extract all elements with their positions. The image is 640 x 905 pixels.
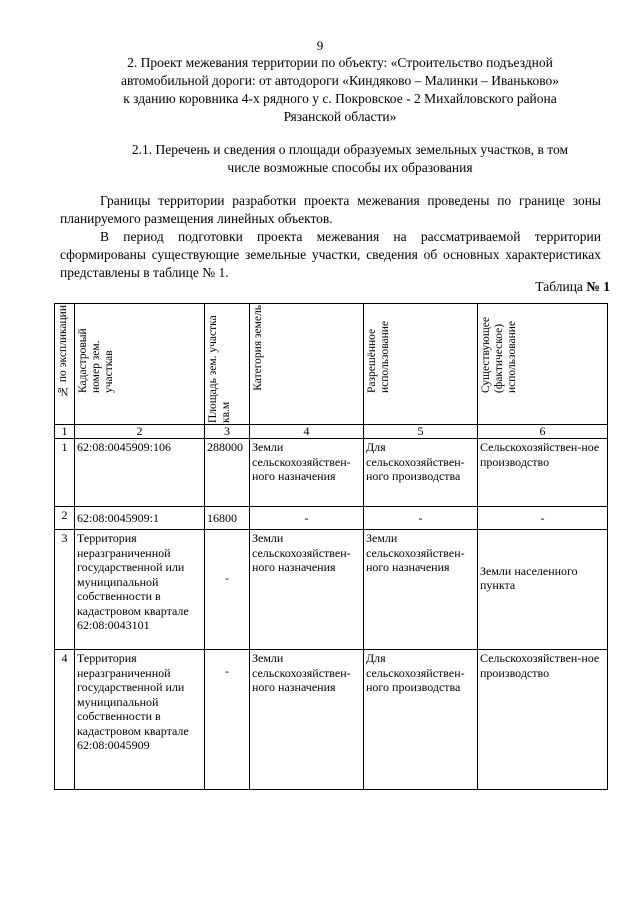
cell-area: - [205, 530, 250, 650]
column-number: 4 [250, 425, 364, 439]
column-number: 6 [478, 425, 608, 439]
column-number: 3 [205, 425, 250, 439]
cell-actual-use: Земли населенного пункта [478, 530, 608, 650]
table-row [55, 439, 608, 507]
subsection-heading-line: 2.1. Перечень и сведения о площади образуемых земельных участков, в том [131, 142, 569, 157]
section-heading [80, 54, 600, 126]
header-cell [250, 304, 364, 425]
cell-permitted-use: - [364, 507, 478, 530]
cell-category: Земли сельскохозяйствен-ного назначения [250, 530, 364, 650]
header-cell [478, 304, 608, 425]
header-cell [205, 304, 250, 425]
cell-number: 4 [55, 650, 75, 790]
cell-area: - [205, 650, 250, 790]
page-number: 9 [316, 38, 324, 53]
header-text: Площадь зем. участка кв.м [207, 315, 232, 423]
cell-permitted-use: Земли сельскохозяйствен-ного назначения [364, 530, 478, 650]
table-row [55, 507, 608, 530]
header-cell [364, 304, 478, 425]
paragraph-land-plots: В период подготовки проекта межевания на рассматриваемой территории сформированы существующие земельные участки, сведения об основных характеристиках представлены в таблице № 1. [60, 229, 601, 280]
cell-cadastral: 62:08:0045909:106 [75, 439, 205, 507]
column-number: 2 [75, 425, 205, 439]
header-text: Разрешённое использование [366, 320, 391, 393]
header-cell [75, 304, 205, 425]
column-number: 1 [55, 425, 75, 439]
table-label-prefix: Таблица [535, 279, 587, 294]
cell-actual-use: Сельскохозяйствен-ное производство [478, 439, 608, 507]
cell-cadastral: 62:08:0045909:1 [75, 507, 205, 530]
cell-permitted-use: Для сельскохозяйствен-ного производства [364, 650, 478, 790]
section-heading-line: Рязанской области» [283, 109, 397, 124]
table-label-number: № 1 [586, 279, 610, 294]
cell-cadastral: Территория неразграниченной государственной или муниципальной собственности в кадастровом квартале 62:08:0045909 [75, 650, 205, 790]
paragraph-boundaries: Границы территории разработки проекта межевания проведены по границе зоны планируемого размещения линейных объектов. [60, 193, 601, 226]
cell-area: 16800 [205, 507, 250, 530]
header-text: № по экспликации [57, 305, 69, 398]
header-text: Кадастровый номер зем. участкав [77, 328, 115, 393]
cell-number: 1 [55, 439, 75, 507]
table-header-row [55, 304, 608, 425]
table-label [535, 279, 610, 295]
cell-number: 2 [55, 507, 75, 530]
cell-category: Земли сельскохозяйствен-ного назначения [250, 650, 364, 790]
cell-area: 288000 [205, 439, 250, 507]
column-number-row [55, 425, 608, 439]
cell-permitted-use: Для сельскохозяйствен-ного производства [364, 439, 478, 507]
header-text: Категория земель [252, 305, 264, 391]
column-number: 5 [364, 425, 478, 439]
cell-category: - [250, 507, 364, 530]
header-cell [55, 304, 75, 425]
subsection-heading [90, 141, 610, 177]
cell-cadastral: Территория неразграниченной государственной или муниципальной собственности в кадастровом квартале 62:08:0043101 [75, 530, 205, 650]
cell-number: 3 [55, 530, 75, 650]
section-heading-line: к зданию коровника 4-х рядного у с. Покровское - 2 Михайловского района [123, 91, 557, 106]
cell-actual-use: Сельскохозяйствен-ное производство [478, 650, 608, 790]
cell-actual-use: - [478, 507, 608, 530]
table-row [55, 650, 608, 790]
section-heading-line: 2. Проект межевания территории по объекту: «Строительство подъездной [127, 55, 553, 70]
subsection-heading-line: числе возможные способы их образования [227, 160, 473, 175]
table-row [55, 530, 608, 650]
cell-category: Земли сельскохозяйствен-ного назначения [250, 439, 364, 507]
header-text: Существующее (фактическое) использование [480, 317, 518, 393]
section-heading-line: автомобильной дороги: от автодороги «Киндяково – Малинки – Иваньково» [120, 73, 560, 88]
land-plots-table [54, 303, 608, 790]
